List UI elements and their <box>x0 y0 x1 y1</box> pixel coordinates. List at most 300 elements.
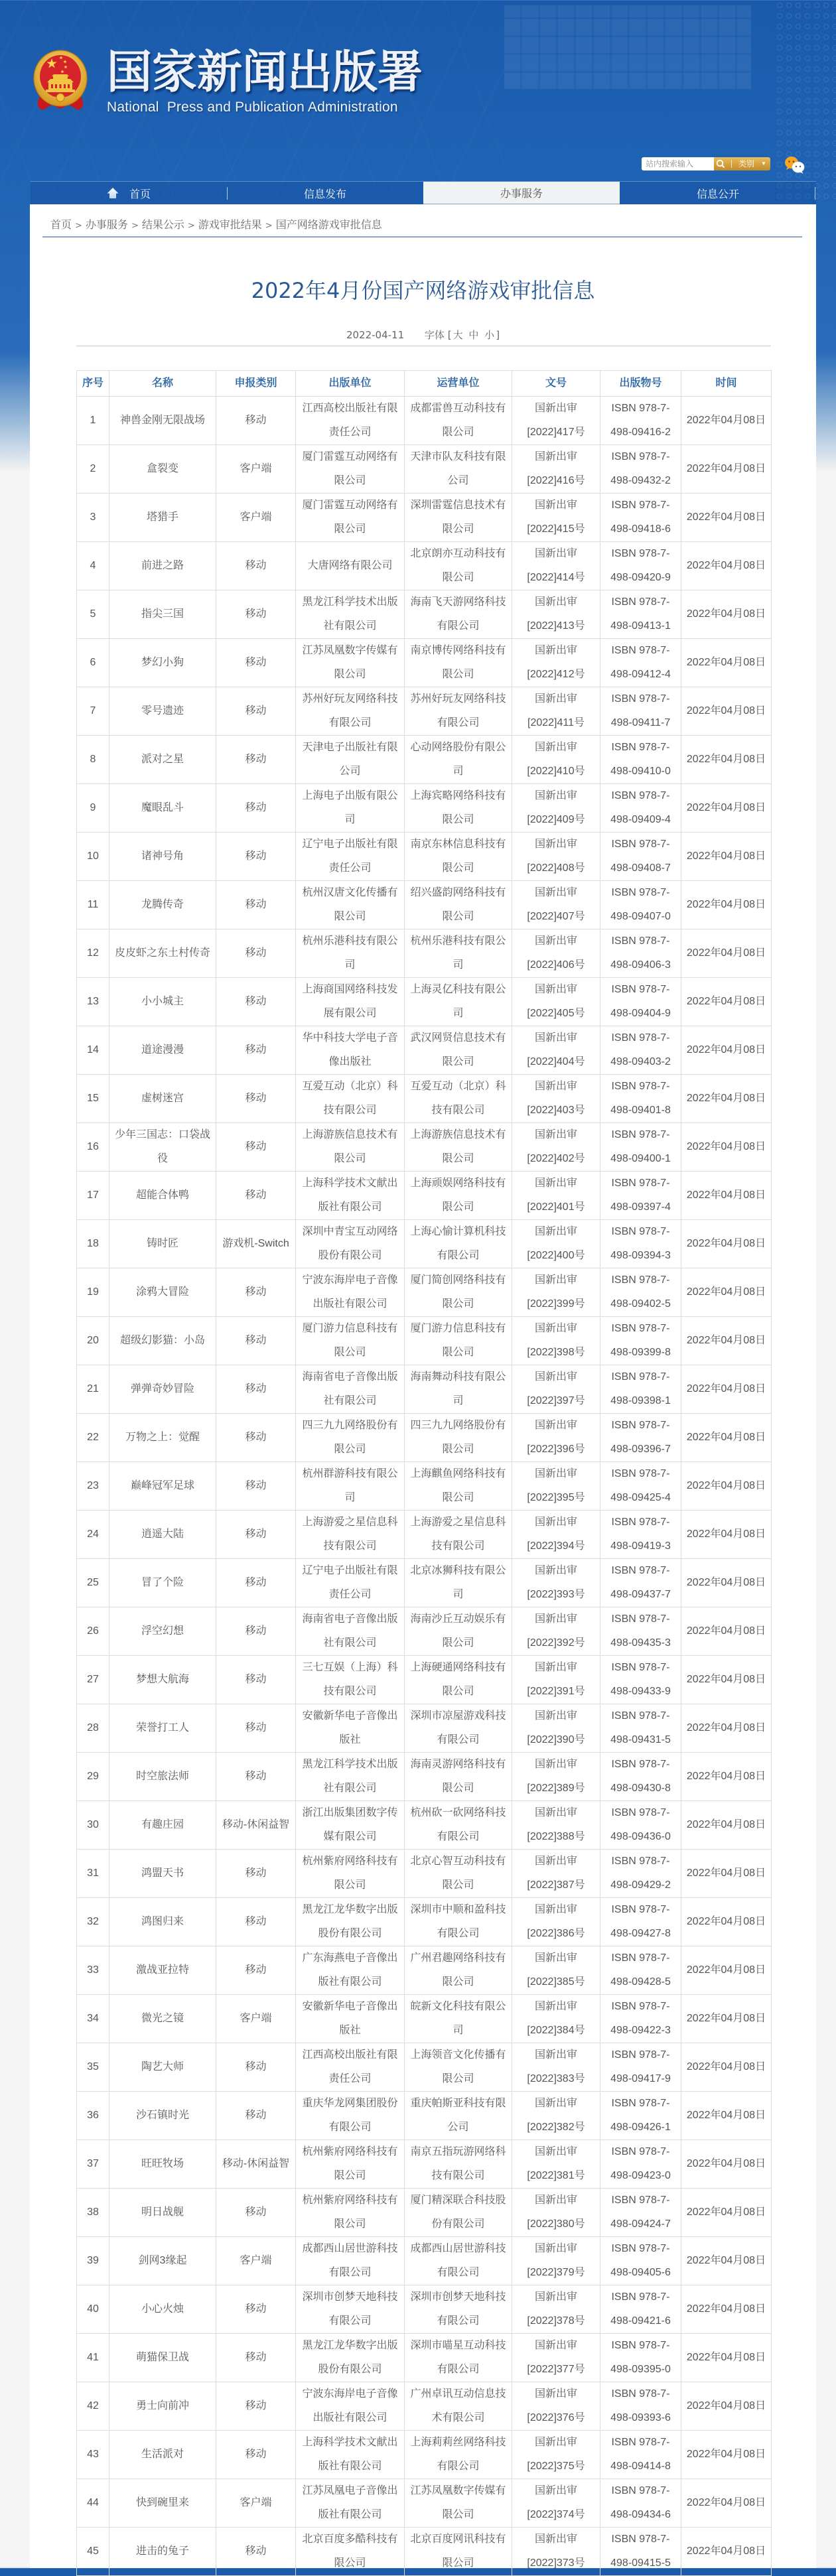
cell-no: 2 <box>77 445 109 494</box>
breadcrumb-divider <box>42 236 802 237</box>
cell-date: 2022年04月08日 <box>681 494 772 542</box>
cell-operator: 互爱互动（北京）科技有限公司 <box>405 1075 512 1123</box>
cell-operator: 海南沙丘互动娱乐有限公司 <box>405 1607 512 1656</box>
cell-operator: 上海莉莉丝网络科技有限公司 <box>405 2431 512 2479</box>
cell-isbn: ISBN 978-7-498-09411-7 <box>600 687 681 736</box>
cell-operator: 上海游爱之星信息科技有限公司 <box>405 1511 512 1559</box>
cell-isbn: ISBN 978-7-498-09422-3 <box>600 1995 681 2043</box>
cell-no: 21 <box>77 1365 109 1414</box>
cell-doc-no: 国新出审[2022]405号 <box>512 978 600 1026</box>
cell-name: 铸时匠 <box>109 1220 216 1268</box>
cell-publisher: 海南省电子音像出版社有限公司 <box>296 1607 405 1656</box>
cell-operator: 厦门精深联合科技股份有限公司 <box>405 2189 512 2237</box>
cell-date: 2022年04月08日 <box>681 1075 772 1123</box>
cell-name: 冒了个险 <box>109 1559 216 1607</box>
table-row <box>77 2140 772 2189</box>
cell-isbn: ISBN 978-7-498-09409-4 <box>600 784 681 833</box>
cell-category: 移动 <box>216 978 296 1026</box>
search-icon <box>716 159 725 169</box>
table-row <box>77 881 772 929</box>
table-row <box>77 1850 772 1898</box>
cell-category: 移动 <box>216 929 296 978</box>
table-row <box>77 2285 772 2334</box>
cell-name: 虚树迷宫 <box>109 1075 216 1123</box>
cell-category: 移动 <box>216 1898 296 1946</box>
cell-operator: 上海游族信息技术有限公司 <box>405 1123 512 1172</box>
cell-doc-no: 国新出审[2022]384号 <box>512 1995 600 2043</box>
cell-doc-no: 国新出审[2022]388号 <box>512 1801 600 1850</box>
cell-name: 盒裂变 <box>109 445 216 494</box>
cell-date: 2022年04月08日 <box>681 1850 772 1898</box>
cell-isbn: ISBN 978-7-498-09423-0 <box>600 2140 681 2189</box>
cell-isbn: ISBN 978-7-498-09437-7 <box>600 1559 681 1607</box>
table-row <box>77 1753 772 1801</box>
nav-item-home[interactable] <box>31 182 227 204</box>
cell-name: 生活派对 <box>109 2431 216 2479</box>
cell-name: 微光之镜 <box>109 1995 216 2043</box>
cell-category: 移动 <box>216 1365 296 1414</box>
cell-category: 移动-休闲益智 <box>216 1801 296 1850</box>
cell-isbn: ISBN 978-7-498-09418-6 <box>600 494 681 542</box>
cell-no: 19 <box>77 1268 109 1317</box>
cell-doc-no: 国新出审[2022]402号 <box>512 1123 600 1172</box>
cell-publisher: 四三九九网络股份有限公司 <box>296 1414 405 1462</box>
national-emblem-icon[interactable] <box>32 50 89 112</box>
cell-no: 27 <box>77 1656 109 1704</box>
cell-category: 移动 <box>216 2334 296 2382</box>
cell-name: 逍遥大陆 <box>109 1511 216 1559</box>
cell-isbn: ISBN 978-7-498-09426-1 <box>600 2092 681 2140</box>
cell-publisher: 苏州好玩友网络科技有限公司 <box>296 687 405 736</box>
cell-doc-no: 国新出审[2022]412号 <box>512 639 600 687</box>
cell-name: 有趣庄园 <box>109 1801 216 1850</box>
cell-category: 客户端 <box>216 2479 296 2528</box>
table-row <box>77 1559 772 1607</box>
cell-no: 16 <box>77 1123 109 1172</box>
cell-category: 移动 <box>216 1172 296 1220</box>
cell-operator: 心动网络股份有限公司 <box>405 736 512 784</box>
cell-no: 4 <box>77 542 109 590</box>
cell-date: 2022年04月08日 <box>681 929 772 978</box>
cell-publisher: 江苏凤凰电子音像出版社有限公司 <box>296 2479 405 2528</box>
table-row <box>77 1268 772 1317</box>
cell-category: 移动 <box>216 1607 296 1656</box>
cell-doc-no: 国新出审[2022]408号 <box>512 833 600 881</box>
cell-name: 小心火烛 <box>109 2285 216 2334</box>
cell-publisher: 宁波东海岸电子音像出版社有限公司 <box>296 2382 405 2431</box>
cell-publisher: 上海游爱之星信息科技有限公司 <box>296 1511 405 1559</box>
cell-operator: 苏州好玩友网络科技有限公司 <box>405 687 512 736</box>
cell-operator: 上海心愉计算机科技有限公司 <box>405 1220 512 1268</box>
table-row <box>77 542 772 590</box>
cell-publisher: 上海科学技术文献出版社有限公司 <box>296 1172 405 1220</box>
font-size-medium[interactable]: 中 <box>468 329 479 341</box>
table-row <box>77 2528 772 2576</box>
cell-no: 25 <box>77 1559 109 1607</box>
cell-name: 勇士向前冲 <box>109 2382 216 2431</box>
cell-doc-no: 国新出审[2022]406号 <box>512 929 600 978</box>
cell-publisher: 上海游族信息技术有限公司 <box>296 1123 405 1172</box>
cell-date: 2022年04月08日 <box>681 1220 772 1268</box>
search-button[interactable] <box>714 157 730 170</box>
cell-publisher: 杭州汉唐文化传播有限公司 <box>296 881 405 929</box>
cell-name: 旺旺牧场 <box>109 2140 216 2189</box>
cell-date: 2022年04月08日 <box>681 2334 772 2382</box>
publish-date: 2022-04-11 <box>346 329 405 341</box>
cell-publisher: 深圳中青宝互动网络股份有限公司 <box>296 1220 405 1268</box>
cell-doc-no: 国新出审[2022]411号 <box>512 687 600 736</box>
cell-no: 17 <box>77 1172 109 1220</box>
cell-isbn: ISBN 978-7-498-09406-3 <box>600 929 681 978</box>
cell-date: 2022年04月08日 <box>681 1172 772 1220</box>
table-row <box>77 1075 772 1123</box>
cell-date: 2022年04月08日 <box>681 784 772 833</box>
font-size-small[interactable]: 小 <box>484 329 495 341</box>
cell-publisher: 厦门雷霆互动网络有限公司 <box>296 445 405 494</box>
cell-category: 移动 <box>216 1317 296 1365</box>
cell-category: 移动 <box>216 397 296 445</box>
cell-publisher: 杭州乐港科技有限公司 <box>296 929 405 978</box>
cell-doc-no: 国新出审[2022]398号 <box>512 1317 600 1365</box>
approval-table-body <box>77 397 772 2576</box>
cell-doc-no: 国新出审[2022]413号 <box>512 590 600 639</box>
table-row <box>77 590 772 639</box>
cell-doc-no: 国新出审[2022]381号 <box>512 2140 600 2189</box>
cell-name: 快到碗里来 <box>109 2479 216 2528</box>
cell-isbn: ISBN 978-7-498-09421-6 <box>600 2285 681 2334</box>
cell-isbn: ISBN 978-7-498-09430-8 <box>600 1753 681 1801</box>
cell-doc-no: 国新出审[2022]387号 <box>512 1850 600 1898</box>
cell-isbn: ISBN 978-7-498-09410-0 <box>600 736 681 784</box>
cell-category: 移动 <box>216 833 296 881</box>
cell-publisher: 深圳市创梦天地科技有限公司 <box>296 2285 405 2334</box>
cell-date: 2022年04月08日 <box>681 1801 772 1850</box>
table-row <box>77 397 772 445</box>
cell-category: 客户端 <box>216 445 296 494</box>
breadcrumb-home[interactable]: 首页 <box>50 218 72 231</box>
nav-item-services[interactable] <box>423 182 620 204</box>
cell-no: 35 <box>77 2043 109 2092</box>
cell-no: 41 <box>77 2334 109 2382</box>
header-doc-no: 文号 <box>512 371 600 397</box>
cell-publisher: 杭州群游科技有限公司 <box>296 1462 405 1511</box>
cell-date: 2022年04月08日 <box>681 1753 772 1801</box>
cell-date: 2022年04月08日 <box>681 397 772 445</box>
cell-doc-no: 国新出审[2022]400号 <box>512 1220 600 1268</box>
cell-isbn: ISBN 978-7-498-09405-6 <box>600 2237 681 2285</box>
cell-date: 2022年04月08日 <box>681 1559 772 1607</box>
cell-operator: 江苏凤凰数字传媒有限公司 <box>405 2479 512 2528</box>
cell-publisher: 黑龙江科学技术出版社有限公司 <box>296 1753 405 1801</box>
cell-doc-no: 国新出审[2022]380号 <box>512 2189 600 2237</box>
cell-date: 2022年04月08日 <box>681 1656 772 1704</box>
bracket-close: ] <box>496 329 500 341</box>
cell-date: 2022年04月08日 <box>681 687 772 736</box>
cell-no: 15 <box>77 1075 109 1123</box>
table-row <box>77 929 772 978</box>
cell-category: 移动 <box>216 1704 296 1753</box>
cell-date: 2022年04月08日 <box>681 2092 772 2140</box>
cell-name: 梦幻小狗 <box>109 639 216 687</box>
approval-table <box>76 370 772 2576</box>
table-row <box>77 736 772 784</box>
cell-publisher: 江苏凤凰数字传媒有限公司 <box>296 639 405 687</box>
cell-name: 鸿盟天书 <box>109 1850 216 1898</box>
cell-no: 44 <box>77 2479 109 2528</box>
cell-category: 移动 <box>216 1753 296 1801</box>
breadcrumb-separator: > <box>131 221 139 231</box>
cell-publisher: 成都西山居世游科技有限公司 <box>296 2237 405 2285</box>
cell-date: 2022年04月08日 <box>681 2043 772 2092</box>
cell-no: 29 <box>77 1753 109 1801</box>
cell-no: 12 <box>77 929 109 978</box>
cell-publisher: 辽宁电子出版社有限责任公司 <box>296 833 405 881</box>
cell-name: 道途漫漫 <box>109 1026 216 1075</box>
table-row <box>77 978 772 1026</box>
table-row <box>77 784 772 833</box>
cell-no: 31 <box>77 1850 109 1898</box>
cell-name: 少年三国志：口袋战役 <box>109 1123 216 1172</box>
cell-no: 43 <box>77 2431 109 2479</box>
cell-date: 2022年04月08日 <box>681 639 772 687</box>
cell-no: 36 <box>77 2092 109 2140</box>
cell-publisher: 广东海燕电子音像出版社有限公司 <box>296 1946 405 1995</box>
cell-date: 2022年04月08日 <box>681 2431 772 2479</box>
cell-publisher: 黑龙江龙华数字出版股份有限公司 <box>296 1898 405 1946</box>
cell-isbn: ISBN 978-7-498-09394-3 <box>600 1220 681 1268</box>
cell-name: 皮皮虾之东土村传奇 <box>109 929 216 978</box>
cell-operator: 广州君趣网络科技有限公司 <box>405 1946 512 1995</box>
cell-category: 移动-休闲益智 <box>216 2140 296 2189</box>
cell-name: 陶艺大师 <box>109 2043 216 2092</box>
cell-category: 移动 <box>216 1850 296 1898</box>
cell-name: 超级幻影猫：小岛 <box>109 1317 216 1365</box>
cell-category: 移动 <box>216 2189 296 2237</box>
header-name: 名称 <box>109 371 216 397</box>
table-row <box>77 1317 772 1365</box>
table-row <box>77 833 772 881</box>
cell-publisher: 江西高校出版社有限责任公司 <box>296 397 405 445</box>
table-row <box>77 1026 772 1075</box>
cell-doc-no: 国新出审[2022]386号 <box>512 1898 600 1946</box>
table-row <box>77 445 772 494</box>
table-row <box>77 2189 772 2237</box>
cell-operator: 南京博传网络科技有限公司 <box>405 639 512 687</box>
cell-doc-no: 国新出审[2022]401号 <box>512 1172 600 1220</box>
cell-date: 2022年04月08日 <box>681 736 772 784</box>
cell-category: 移动 <box>216 881 296 929</box>
cell-no: 42 <box>77 2382 109 2431</box>
table-row <box>77 1995 772 2043</box>
cell-category: 移动 <box>216 736 296 784</box>
cell-no: 22 <box>77 1414 109 1462</box>
table-row <box>77 1414 772 1462</box>
cell-doc-no: 国新出审[2022]403号 <box>512 1075 600 1123</box>
cell-doc-no: 国新出审[2022]416号 <box>512 445 600 494</box>
cell-publisher: 厦门雷霆互动网络有限公司 <box>296 494 405 542</box>
table-row <box>77 2092 772 2140</box>
cell-name: 万物之上：觉醒 <box>109 1414 216 1462</box>
cell-category: 移动 <box>216 2382 296 2431</box>
cell-date: 2022年04月08日 <box>681 1123 772 1172</box>
cell-name: 神兽金刚无限战场 <box>109 397 216 445</box>
nav-item-label: 信息发布 <box>303 187 346 200</box>
breadcrumb-separator: > <box>265 221 273 231</box>
cell-operator: 海南灵游网络科技有限公司 <box>405 1753 512 1801</box>
main-nav <box>31 181 816 204</box>
cell-category: 移动 <box>216 687 296 736</box>
cell-category: 移动 <box>216 1026 296 1075</box>
cell-isbn: ISBN 978-7-498-09432-2 <box>600 445 681 494</box>
cell-isbn: ISBN 978-7-498-09393-6 <box>600 2382 681 2431</box>
cell-publisher: 北京百度多酷科技有限公司 <box>296 2528 405 2576</box>
cell-operator: 北京心智互动科技有限公司 <box>405 1850 512 1898</box>
cell-operator: 上海宾略网络科技有限公司 <box>405 784 512 833</box>
cell-name: 荣誉打工人 <box>109 1704 216 1753</box>
cell-operator: 上海灵亿科技有限公司 <box>405 978 512 1026</box>
cell-category: 移动 <box>216 1656 296 1704</box>
cell-doc-no: 国新出审[2022]389号 <box>512 1753 600 1801</box>
cell-operator: 重庆帕斯亚科技有限公司 <box>405 2092 512 2140</box>
cell-name: 时空旅法师 <box>109 1753 216 1801</box>
header-operator: 运营单位 <box>405 371 512 397</box>
cell-operator: 海南舞动科技有限公司 <box>405 1365 512 1414</box>
cell-operator: 海南飞天游网络科技有限公司 <box>405 590 512 639</box>
cell-no: 34 <box>77 1995 109 2043</box>
cell-category: 客户端 <box>216 1995 296 2043</box>
cell-category: 移动 <box>216 590 296 639</box>
cell-doc-no: 国新出审[2022]375号 <box>512 2431 600 2479</box>
cell-no: 7 <box>77 687 109 736</box>
cell-operator: 武汉网贤信息技术有限公司 <box>405 1026 512 1075</box>
cell-publisher: 华中科技大学电子音像出版社 <box>296 1026 405 1075</box>
cell-category: 移动 <box>216 2431 296 2479</box>
cell-date: 2022年04月08日 <box>681 2528 772 2576</box>
cell-isbn: ISBN 978-7-498-09428-5 <box>600 1946 681 1995</box>
cell-category: 移动 <box>216 2043 296 2092</box>
cell-no: 20 <box>77 1317 109 1365</box>
home-icon <box>107 187 119 199</box>
cell-date: 2022年04月08日 <box>681 590 772 639</box>
cell-category: 移动 <box>216 1511 296 1559</box>
cell-doc-no: 国新出审[2022]393号 <box>512 1559 600 1607</box>
cell-operator: 深圳市中顺和盈科技有限公司 <box>405 1898 512 1946</box>
cell-publisher: 江西高校出版社有限责任公司 <box>296 2043 405 2092</box>
category-label: 类别 <box>738 159 755 169</box>
cell-operator: 厦门游力信息科技有限公司 <box>405 1317 512 1365</box>
cell-category: 移动 <box>216 1462 296 1511</box>
cell-name: 小小城主 <box>109 978 216 1026</box>
table-row <box>77 1123 772 1172</box>
cell-no: 14 <box>77 1026 109 1075</box>
site-title[interactable]: 国家新闻出版署 <box>107 46 423 99</box>
cell-date: 2022年04月08日 <box>681 1704 772 1753</box>
cell-name: 激战亚拉特 <box>109 1946 216 1995</box>
cell-date: 2022年04月08日 <box>681 978 772 1026</box>
cell-doc-no: 国新出审[2022]383号 <box>512 2043 600 2092</box>
nav-item-info-release[interactable] <box>227 182 423 204</box>
search-category-dropdown[interactable] <box>732 157 770 170</box>
breadcrumb-separator: > <box>75 221 82 231</box>
cell-publisher: 浙江出版集团数字传媒有限公司 <box>296 1801 405 1850</box>
font-size-large[interactable]: 大 <box>453 329 463 341</box>
cell-isbn: ISBN 978-7-498-09436-0 <box>600 1801 681 1850</box>
table-row <box>77 1511 772 1559</box>
nav-item-info-disclosure[interactable] <box>620 182 816 204</box>
cell-no: 32 <box>77 1898 109 1946</box>
breadcrumb-game-approvals[interactable]: 游戏审批结果 <box>198 218 262 231</box>
cell-isbn: ISBN 978-7-498-09424-7 <box>600 2189 681 2237</box>
cell-no: 1 <box>77 397 109 445</box>
breadcrumb-domestic-online-games[interactable]: 国产网络游戏审批信息 <box>275 218 382 231</box>
cell-date: 2022年04月08日 <box>681 1511 772 1559</box>
cell-date: 2022年04月08日 <box>681 2285 772 2334</box>
table-row <box>77 2237 772 2285</box>
cell-publisher: 上海商国网络科技发展有限公司 <box>296 978 405 1026</box>
cell-isbn: ISBN 978-7-498-09407-0 <box>600 881 681 929</box>
cell-publisher: 辽宁电子出版社有限责任公司 <box>296 1559 405 1607</box>
cell-operator: 南京东林信息科技有限公司 <box>405 833 512 881</box>
cell-doc-no: 国新出审[2022]378号 <box>512 2285 600 2334</box>
cell-doc-no: 国新出审[2022]396号 <box>512 1414 600 1462</box>
cell-isbn: ISBN 978-7-498-09396-7 <box>600 1414 681 1462</box>
cell-isbn: ISBN 978-7-498-09408-7 <box>600 833 681 881</box>
table-row <box>77 1656 772 1704</box>
cell-name: 明日战舰 <box>109 2189 216 2237</box>
breadcrumb-services[interactable]: 办事服务 <box>85 218 128 231</box>
table-row <box>77 1462 772 1511</box>
cell-operator: 上海硬通网络科技有限公司 <box>405 1656 512 1704</box>
table-row <box>77 1898 772 1946</box>
cell-name: 塔猎手 <box>109 494 216 542</box>
cell-isbn: ISBN 978-7-498-09414-8 <box>600 2431 681 2479</box>
cell-operator: 杭州乐港科技有限公司 <box>405 929 512 978</box>
cell-date: 2022年04月08日 <box>681 1946 772 1995</box>
cell-publisher: 天津电子出版社有限公司 <box>296 736 405 784</box>
cell-publisher: 杭州紫府网络科技有限公司 <box>296 2189 405 2237</box>
cell-isbn: ISBN 978-7-498-09429-2 <box>600 1850 681 1898</box>
cell-no: 3 <box>77 494 109 542</box>
cell-doc-no: 国新出审[2022]409号 <box>512 784 600 833</box>
cell-doc-no: 国新出审[2022]415号 <box>512 494 600 542</box>
cell-name: 弹弹奇妙冒险 <box>109 1365 216 1414</box>
wechat-icon[interactable] <box>784 156 805 174</box>
cell-operator: 厦门简创网络科技有限公司 <box>405 1268 512 1317</box>
table-row <box>77 1607 772 1656</box>
cell-name: 涂鸦大冒险 <box>109 1268 216 1317</box>
cell-publisher: 上海科学技术文献出版社有限公司 <box>296 2431 405 2479</box>
cell-publisher: 黑龙江龙华数字出版股份有限公司 <box>296 2334 405 2382</box>
cell-category: 移动 <box>216 2092 296 2140</box>
nav-item-label: 信息公开 <box>696 187 739 200</box>
cell-isbn: ISBN 978-7-498-09427-8 <box>600 1898 681 1946</box>
table-row <box>77 1801 772 1850</box>
cell-isbn: ISBN 978-7-498-09398-1 <box>600 1365 681 1414</box>
cell-no: 10 <box>77 833 109 881</box>
breadcrumb-results[interactable]: 结果公示 <box>141 218 184 231</box>
cell-publisher: 安徽新华电子音像出版社 <box>296 1704 405 1753</box>
cell-publisher: 黑龙江科学技术出版社有限公司 <box>296 590 405 639</box>
cell-publisher: 大唐网络有限公司 <box>296 542 405 590</box>
cell-no: 39 <box>77 2237 109 2285</box>
search-input[interactable] <box>642 157 714 170</box>
cell-date: 2022年04月08日 <box>681 2140 772 2189</box>
cell-isbn: ISBN 978-7-498-09399-8 <box>600 1317 681 1365</box>
cell-name: 零号遗迹 <box>109 687 216 736</box>
cell-date: 2022年04月08日 <box>681 1026 772 1075</box>
chevron-down-icon: ▼ <box>761 161 766 167</box>
cell-category: 移动 <box>216 2285 296 2334</box>
